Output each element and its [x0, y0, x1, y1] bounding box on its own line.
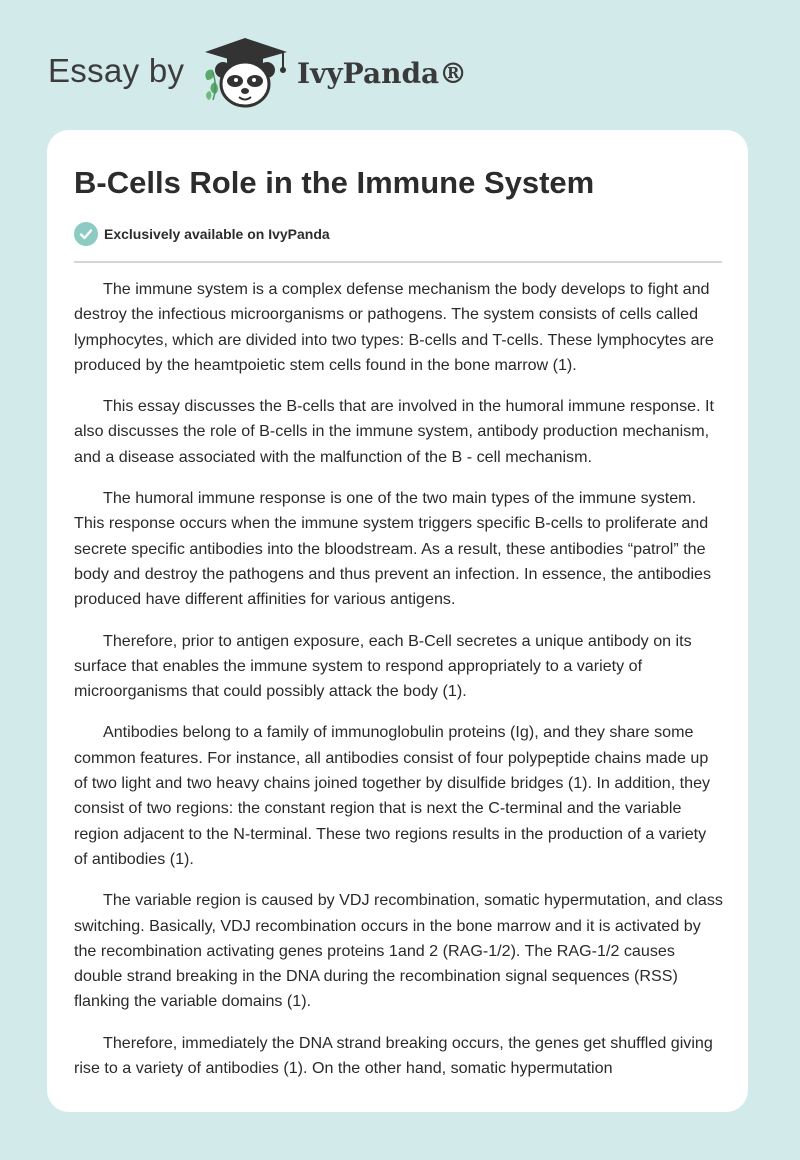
essay-body: [74, 277, 724, 1097]
exclusive-badge-label: Exclusively available on IvyPanda: [104, 226, 330, 242]
paragraph: The variable region is caused by VDJ recombination, somatic hypermutation, and class switching. Basically, VDJ recombination occurs in the bone marrow and it is activated by the recombination activating genes proteins 1and 2 (RAG-1/2). The RAG-1/2 causes double strand breaking in the DNA during the recombination signal sequences (RSS) flanking the variable domains (1).: [74, 891, 723, 1011]
paragraph: Antibodies belong to a family of immunoglobulin proteins (Ig), and they share some common features. For instance, all antibodies consist of four polypeptide chains made up of two light and two heavy chains joined together by disulfide bridges (1). In addition, they consist of two regions: the constant region that is next the C-terminal and the variable region adjacent to the N-terminal. These two regions results in the production of a variety of antibodies (1).: [74, 723, 711, 868]
site-header: [0, 0, 800, 130]
page-title: B-Cells Role in the Immune System: [74, 165, 595, 200]
check-circle-icon: [74, 222, 98, 246]
essay-by-label: Essay by: [48, 52, 185, 89]
panda-graduate-logo-icon[interactable]: [199, 34, 291, 110]
paragraph: The humoral immune response is one of the two main types of the immune system. This response occurs when the immune system triggers specific B-cells to proliferate and secrete specific antibodies into the bloodstream. As a result, these antibodies “patrol” the body and destroy the pathogens and thus prevent an infection. In essence, the antibodies produced have different affinities for various antigens.: [74, 489, 712, 609]
paragraph: Therefore, immediately the DNA strand breaking occurs, the genes get shuffled giving rise to a variety of antibodies (1). On the other hand, somatic hypermutation: [74, 1033, 713, 1078]
brand-name[interactable]: IvyPanda®: [297, 57, 468, 90]
exclusive-badge: [74, 222, 330, 246]
essay-card: [47, 130, 748, 1112]
paragraph: Therefore, prior to antigen exposure, each B-Cell secretes a unique antibody on its surface that enables the immune system to respond appropriately to a variety of microorganisms that could possibly attack the body (1).: [74, 631, 692, 701]
divider: [74, 261, 722, 263]
paragraph: The immune system is a complex defense mechanism the body develops to fight and destroy the infectious microorganisms or pathogens. The system consists of cells called lymphocytes, which are divided into two types: B-cells and T-cells. These lymphocytes are produced by the heamtpoietic stem cells found in the bone marrow (1).: [74, 280, 714, 374]
paragraph: This essay discusses the B-cells that are involved in the humoral immune response. It also discusses the role of B-cells in the immune system, antibody production mechanism, and a disease associated with the malfunction of the B - cell mechanism.: [74, 397, 714, 466]
